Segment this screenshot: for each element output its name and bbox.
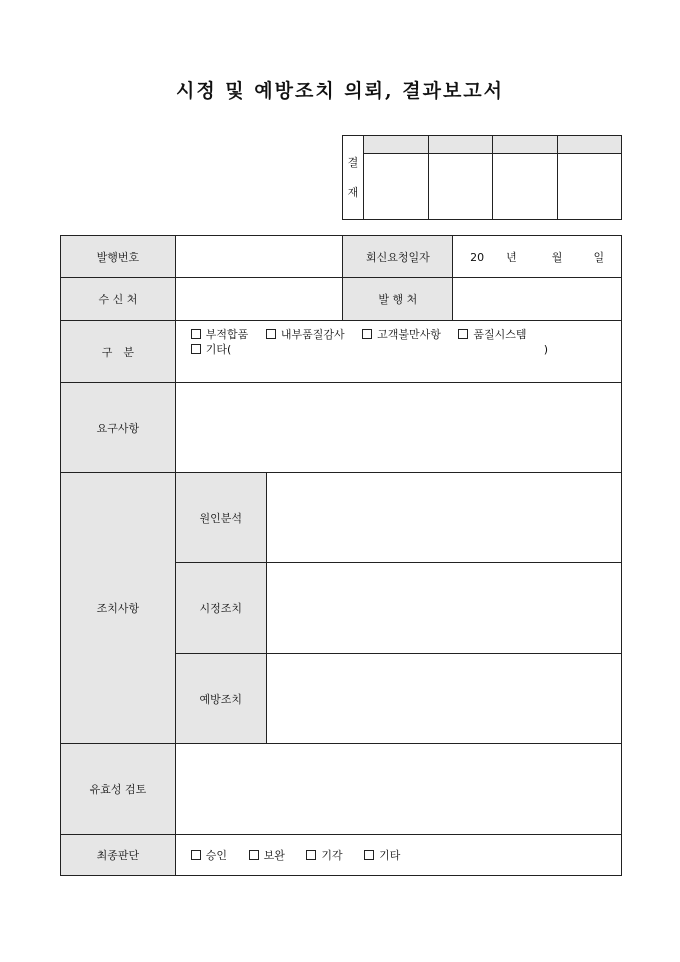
category-field — [175, 321, 621, 383]
checkbox-icon[interactable] — [191, 850, 201, 860]
preventive-field[interactable] — [266, 654, 621, 744]
report-form — [60, 235, 622, 876]
cause-label: 원인분석 — [175, 473, 266, 563]
action-label: 조치사항 — [61, 473, 176, 744]
checkbox-icon[interactable] — [362, 329, 372, 339]
category-option[interactable]: 부적합품 — [191, 327, 249, 342]
reply-date-day-unit: 일 — [593, 250, 605, 264]
recipient-label: 수 신 처 — [61, 278, 176, 321]
reply-date-year: 20 — [470, 250, 485, 264]
effectiveness-label: 유효성 검토 — [61, 744, 176, 835]
cause-field[interactable] — [266, 473, 621, 563]
issuer-label: 발 행 처 — [343, 278, 453, 321]
approval-sign-cell[interactable] — [364, 154, 429, 220]
requirements-field[interactable] — [175, 383, 621, 473]
final-field — [175, 835, 621, 876]
page-title: 시정 및 예방조치 의뢰, 결과보고서 — [175, 80, 505, 102]
final-option[interactable]: 승인 — [191, 847, 227, 863]
final-label: 최종판단 — [61, 835, 176, 876]
checkbox-icon[interactable] — [249, 850, 259, 860]
category-option[interactable]: 고객불만사항 — [362, 327, 441, 342]
category-option-other[interactable]: 기타( — [191, 342, 232, 357]
checkbox-icon[interactable] — [306, 850, 316, 860]
approval-head-cell — [428, 136, 493, 154]
approval-head-cell — [557, 136, 622, 154]
checkbox-icon[interactable] — [266, 329, 276, 339]
approval-head-cell — [493, 136, 558, 154]
category-option[interactable]: 품질시스템 — [458, 327, 526, 342]
effectiveness-field[interactable] — [175, 744, 621, 835]
checkbox-icon[interactable] — [458, 329, 468, 339]
reply-date-year-unit: 년 — [506, 250, 517, 264]
corrective-label: 시정조치 — [175, 563, 266, 654]
reply-date-label: 회신요청일자 — [343, 236, 453, 278]
approval-sign-cell[interactable] — [493, 154, 558, 220]
approval-sign-cell[interactable] — [428, 154, 493, 220]
category-other-close: ) — [543, 343, 549, 356]
issue-no-field[interactable] — [175, 236, 343, 278]
approval-sign-cell[interactable] — [557, 154, 622, 220]
checkbox-icon[interactable] — [364, 850, 374, 860]
issue-no-label: 발행번호 — [61, 236, 176, 278]
category-option[interactable]: 내부품질감사 — [266, 327, 345, 342]
corrective-field[interactable] — [266, 563, 621, 654]
approval-head-cell — [364, 136, 429, 154]
preventive-label: 예방조치 — [175, 654, 266, 744]
requirements-label: 요구사항 — [61, 383, 176, 473]
reply-date-month-unit: 월 — [551, 250, 563, 264]
final-option[interactable]: 기타 — [364, 847, 400, 863]
checkbox-icon[interactable] — [191, 329, 201, 339]
approval-label-top: 결 — [347, 155, 359, 169]
category-label: 구 분 — [61, 321, 176, 383]
approval-box — [342, 135, 622, 220]
final-option[interactable]: 보완 — [249, 847, 285, 863]
checkbox-icon[interactable] — [191, 344, 201, 354]
approval-label-bottom: 재 — [347, 185, 359, 199]
issuer-field[interactable] — [453, 278, 622, 321]
reply-date-field[interactable] — [453, 236, 622, 278]
recipient-field[interactable] — [175, 278, 343, 321]
final-option[interactable]: 기각 — [306, 847, 342, 863]
approval-label — [343, 136, 364, 220]
